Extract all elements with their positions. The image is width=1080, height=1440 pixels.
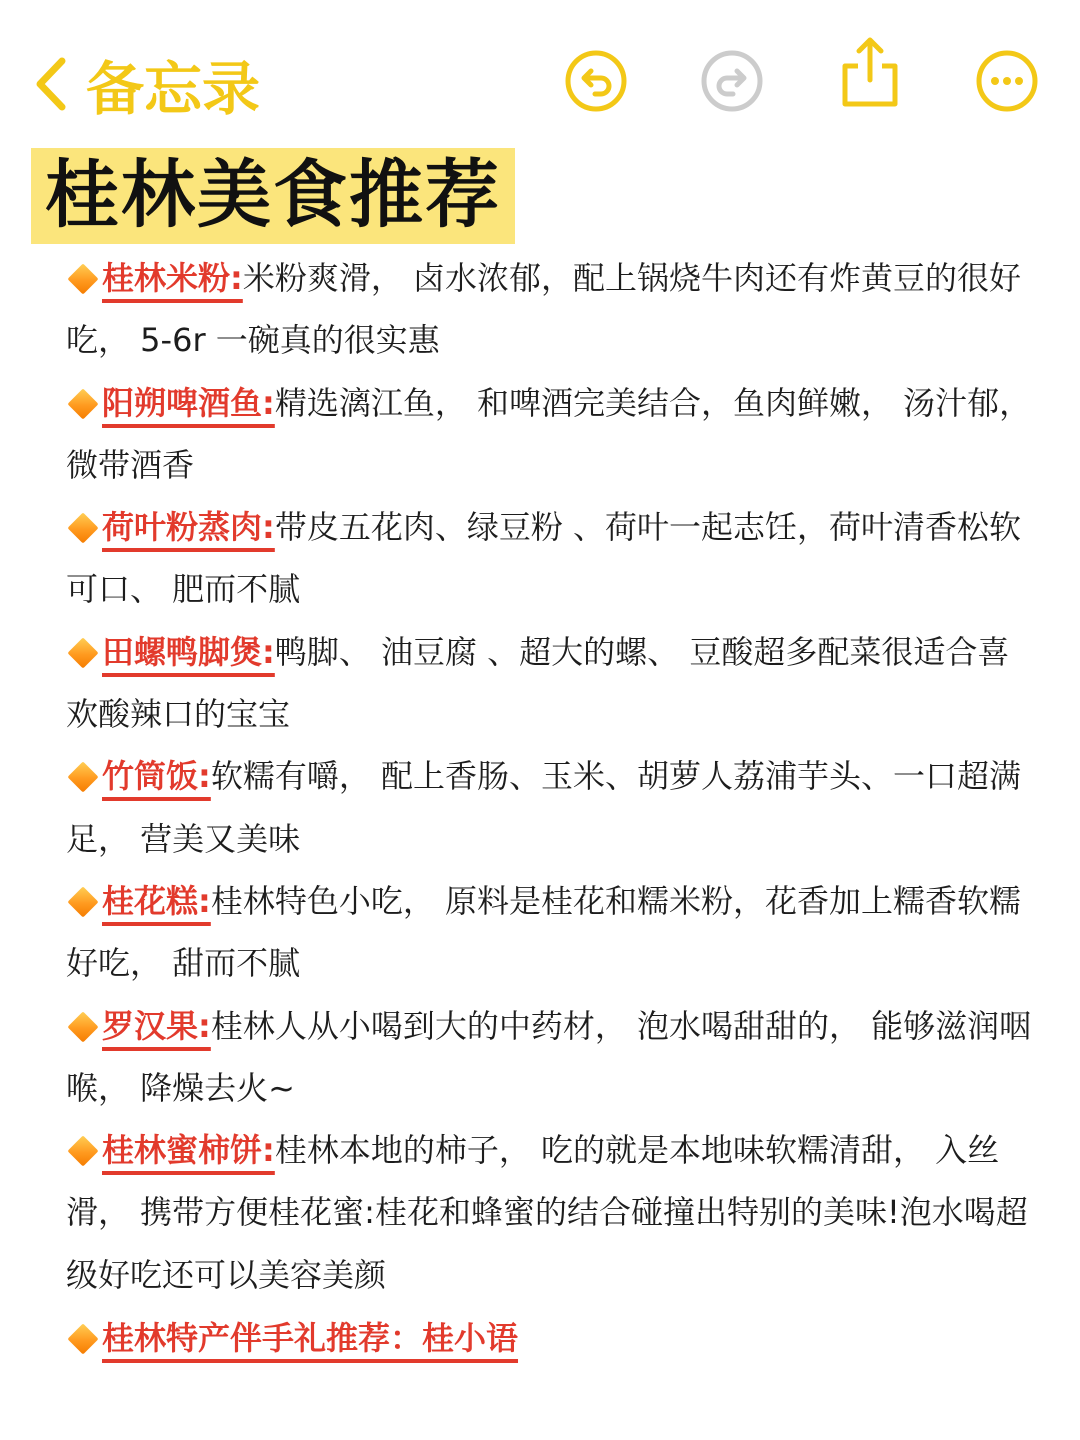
note-title: 桂林美食推荐	[45, 152, 501, 238]
food-name: 桂林蜜柿饼:	[102, 1131, 275, 1170]
list-item	[66, 1119, 1041, 1306]
list-item	[66, 247, 1041, 372]
orange-diamond-icon	[67, 886, 98, 917]
souvenir-recommendation	[66, 1307, 518, 1369]
orange-diamond-icon	[67, 513, 98, 544]
orange-diamond-icon	[67, 1136, 98, 1167]
orange-diamond-icon	[67, 762, 98, 793]
list-item	[66, 745, 1041, 870]
orange-diamond-icon	[67, 1323, 98, 1354]
food-description: 米粉爽滑， 卤水浓郁，配上锅烧牛肉还有炸黄豆的很好吃， 5-6r 一碗真的很实惠	[66, 259, 1021, 360]
list-item	[66, 621, 1041, 746]
souvenir-line: 桂林特产伴手礼推荐：桂小语	[102, 1319, 519, 1357]
orange-diamond-icon	[67, 637, 98, 668]
redo-button[interactable]	[699, 48, 765, 114]
food-name: 田螺鸭脚煲:	[102, 632, 275, 671]
more-button[interactable]	[974, 48, 1040, 114]
title-highlight	[31, 148, 515, 244]
food-name: 罗汉果:	[102, 1006, 211, 1045]
food-description: 桂林本地的柿子， 吃的就是本地味软糯清甜， 入丝滑， 携带方便桂花蜜:桂花和蜂蜜的结合碰撞出特别的美味!泡水喝超级好吃还可以美容美颜	[66, 1131, 1028, 1294]
food-name: 桂林米粉:	[102, 259, 243, 297]
back-label: 备忘录	[86, 55, 261, 123]
note-body[interactable]	[66, 247, 1041, 1306]
share-button[interactable]	[837, 36, 903, 108]
share-icon	[837, 36, 903, 108]
list-item	[66, 870, 1041, 995]
food-name: 阳朔啤酒鱼:	[102, 383, 275, 422]
undo-icon	[563, 48, 629, 114]
orange-diamond-icon	[67, 1011, 98, 1042]
more-icon	[974, 48, 1040, 114]
food-description: 带皮五花肉、绿豆粉 、荷叶一起志饪，荷叶清香松软可口、 肥而不腻	[66, 508, 1021, 609]
food-description: 桂林人从小喝到大的中药材， 泡水喝甜甜的， 能够滋润咽喉， 降燥去火~	[66, 1006, 1032, 1107]
list-item	[66, 372, 1041, 497]
food-description: 软糯有嚼， 配上香肠、玉米、胡萝人荔浦芋头、一口超满足， 营美又美味	[66, 757, 1021, 858]
redo-icon	[699, 48, 765, 114]
food-name: 荷叶粉蒸肉:	[102, 508, 275, 547]
orange-diamond-icon	[67, 388, 98, 419]
back-button[interactable]	[34, 44, 260, 124]
list-item	[66, 496, 1041, 621]
list-item	[66, 995, 1041, 1120]
navigation-bar	[0, 0, 1080, 150]
food-description: 桂林特色小吃， 原料是桂花和糯米粉，花香加上糯香软糯好吃， 甜而不腻	[66, 881, 1021, 983]
food-description: 精选漓江鱼， 和啤酒完美结合，鱼肉鲜嫩， 汤汁郁， 微带酒香	[66, 383, 1032, 484]
chevron-left-icon	[34, 55, 68, 113]
food-description: 鸭脚、 油豆腐 、超大的螺、 豆酸超多配菜很适合喜欢酸辣口的宝宝	[66, 632, 1010, 734]
undo-button[interactable]	[563, 48, 629, 114]
orange-diamond-icon	[67, 263, 98, 294]
food-name: 桂花糕:	[102, 881, 211, 920]
food-name: 竹筒饭:	[102, 757, 211, 796]
